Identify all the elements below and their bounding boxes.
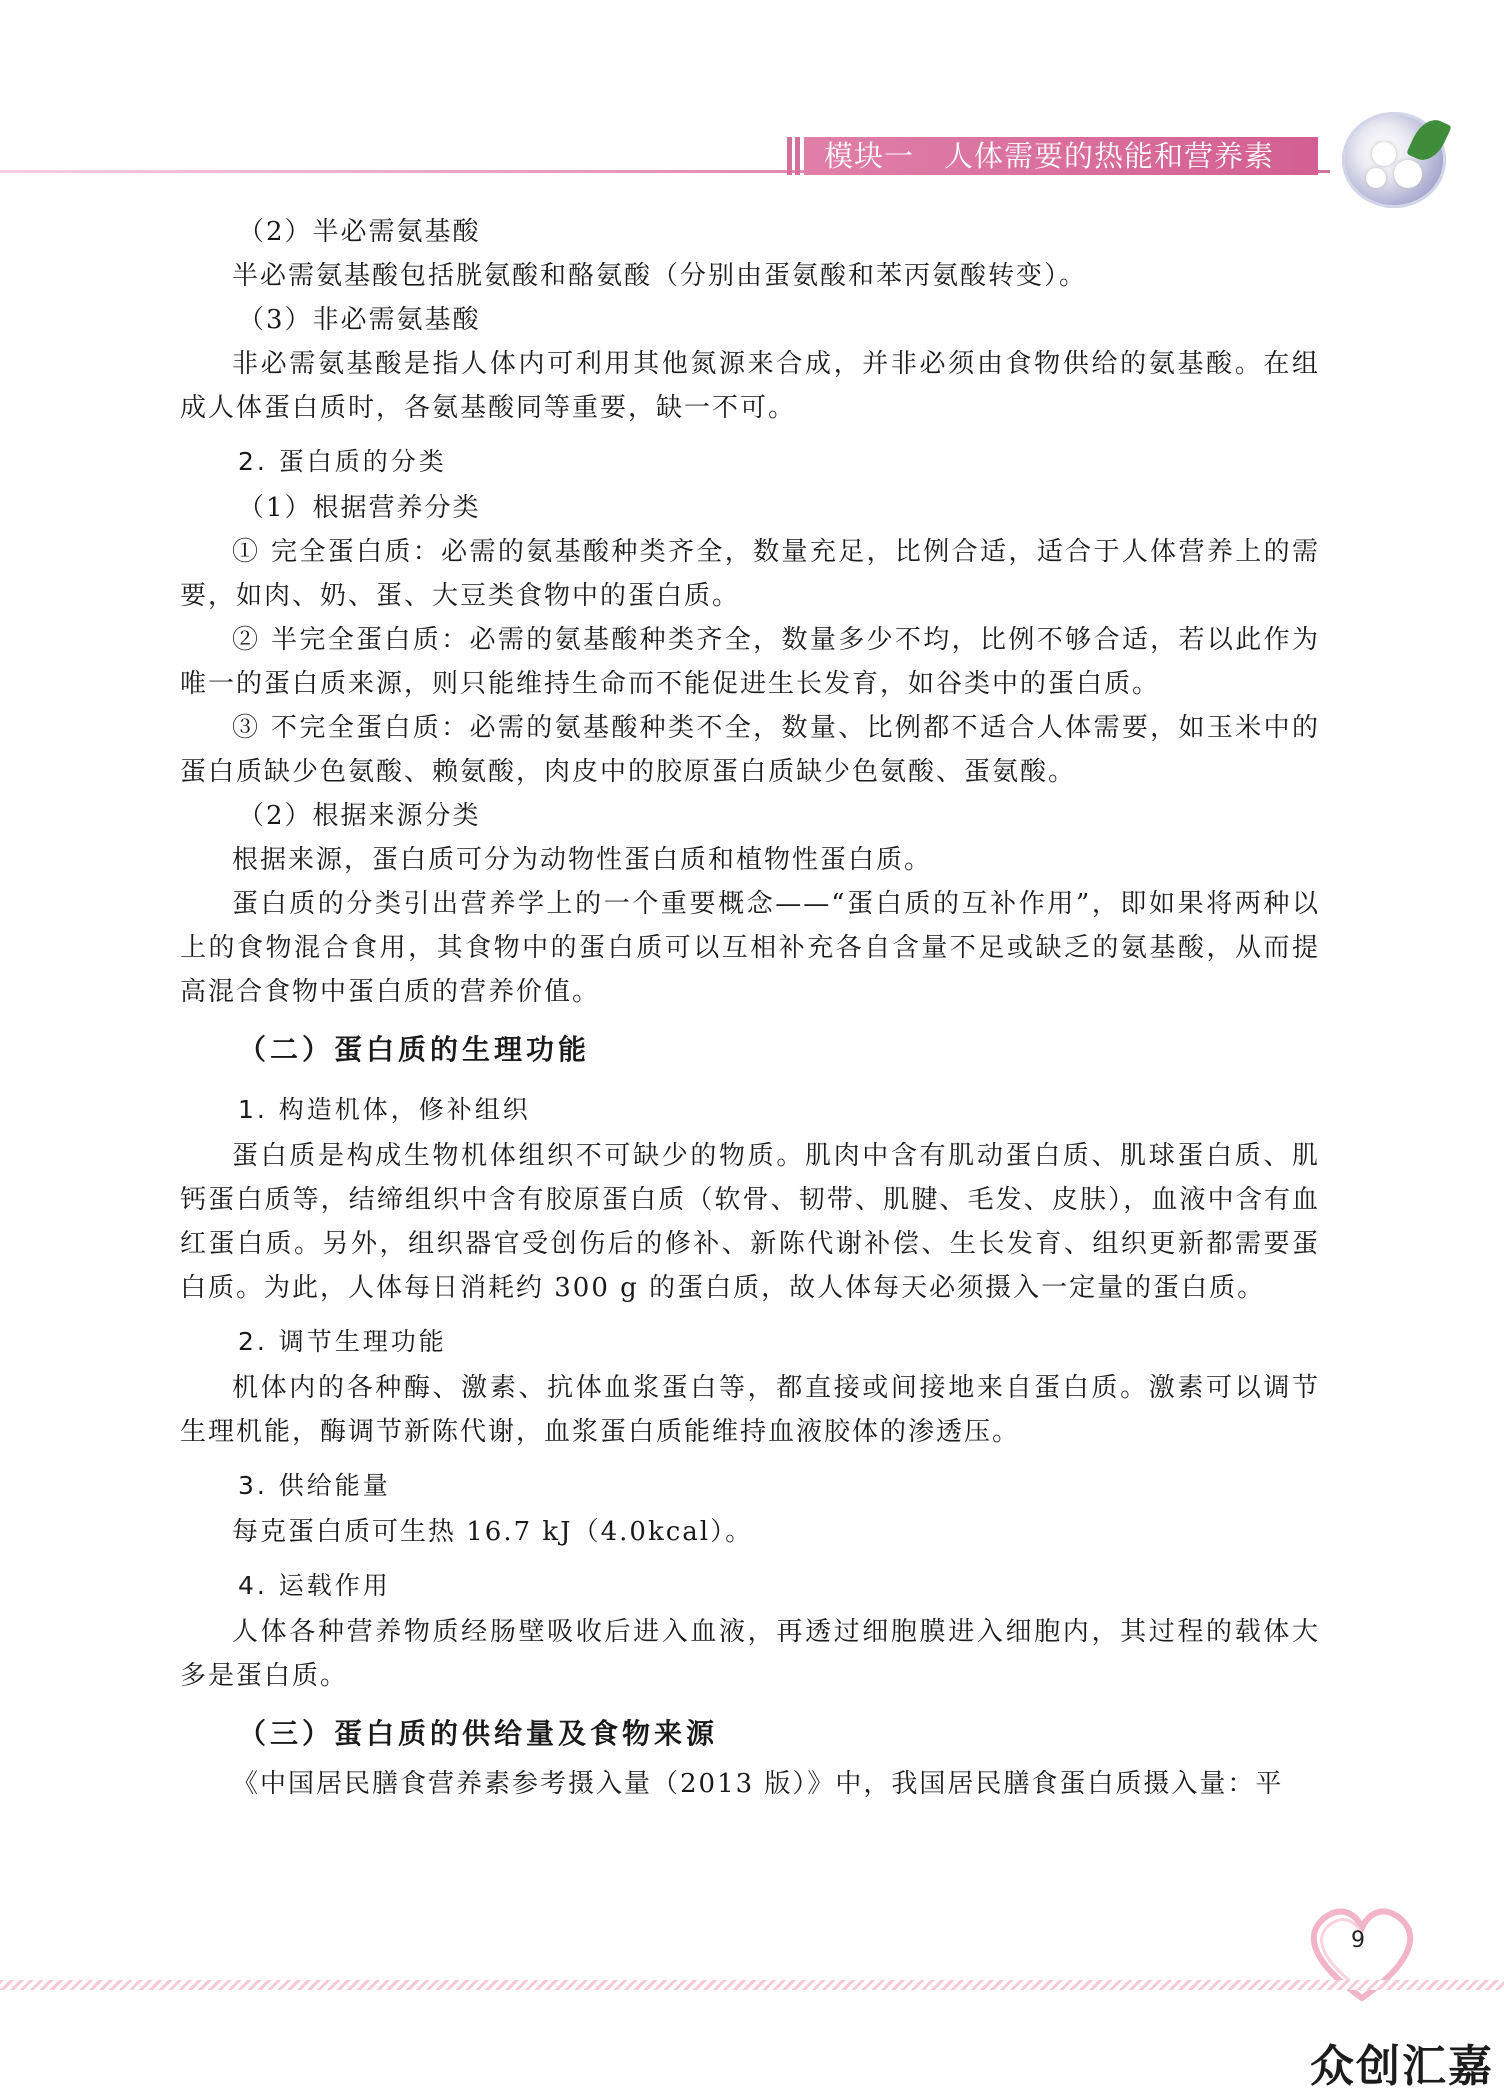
- section-heading: 1. 构造机体，修补组织: [238, 1095, 531, 1124]
- section-heading: 4. 运载作用: [238, 1571, 391, 1600]
- paragraph: 《中国居民膳食营养素参考摄入量（2013 版）》中，我国居民膳食蛋白质摄入量：平: [232, 1769, 1284, 1799]
- heart-icon: [1302, 1898, 1422, 2008]
- paragraph: 非必需氨基酸是指人体内可利用其他氮源来合成，并非必须由食物供给的氨基酸。在组成人体蛋白质时，各氨基酸同等重要，缺一不可。: [180, 349, 1320, 423]
- paragraph: 蛋白质的分类引出营养学上的一个重要概念——“蛋白质的互补作用”，即如果将两种以上的食物混合食用，其食物中的蛋白质可以互相补充各自含量不足或缺乏的氨基酸，从而提高混合食物中蛋白质的营养价值。: [180, 889, 1320, 1007]
- chapter-section-title: （三）蛋白质的供给量及食物来源: [238, 1717, 719, 1750]
- watermark-logo: 众创汇嘉: [1310, 2041, 1494, 2092]
- subheading: （2）半必需氨基酸: [238, 217, 481, 247]
- paragraph: ② 半完全蛋白质：必需的氨基酸种类齐全，数量多少不均，比例不够合适，若以此作为唯一的蛋白质来源，则只能维持生命而不能促进生长发育，如谷类中的蛋白质。: [180, 625, 1320, 699]
- page-body: [180, 210, 1320, 1806]
- food-plate-icon: [1342, 112, 1446, 208]
- chapter-section-title: （二）蛋白质的生理功能: [238, 1033, 591, 1066]
- paragraph: 蛋白质是构成生物机体组织不可缺少的物质。肌肉中含有肌动蛋白质、肌球蛋白质、肌钙蛋白质等，结缔组织中含有胶原蛋白质（软骨、韧带、肌腱、毛发、皮肤），血液中含有血红蛋白质。另外，组织器官受创伤后的修补、新陈代谢补偿、生长发育、组织更新都需要蛋白质。为此，人体每日消耗约 300 g 的蛋白质，故人体每天必须摄入一定量的蛋白质。: [180, 1141, 1320, 1303]
- footer-decoration: [0, 1980, 1504, 1990]
- paragraph: ① 完全蛋白质：必需的氨基酸种类齐全，数量充足，比例合适，适合于人体营养上的需要，如肉、奶、蛋、大豆类食物中的蛋白质。: [180, 537, 1320, 611]
- paragraph: 根据来源，蛋白质可分为动物性蛋白质和植物性蛋白质。: [232, 845, 933, 875]
- subheading: （3）非必需氨基酸: [238, 305, 481, 335]
- paragraph: 半必需氨基酸包括胱氨酸和酪氨酸（分别由蛋氨酸和苯丙氨酸转变）。: [232, 261, 1088, 291]
- page-number: 9: [1351, 1928, 1365, 1953]
- paragraph: 每克蛋白质可生热 16.7 kJ（4.0kcal）。: [232, 1517, 754, 1547]
- section-heading: 3. 供给能量: [238, 1471, 391, 1500]
- subheading: （1）根据营养分类: [238, 493, 481, 523]
- section-heading: 2. 蛋白质的分类: [238, 447, 447, 476]
- subheading: （2）根据来源分类: [238, 801, 481, 831]
- paragraph: 机体内的各种酶、激素、抗体血浆蛋白等，都直接或间接地来自蛋白质。激素可以调节生理机能，酶调节新陈代谢，血浆蛋白质能维持血液胶体的渗透压。: [180, 1373, 1320, 1447]
- paragraph: 人体各种营养物质经肠壁吸收后进入血液，再透过细胞膜进入细胞内，其过程的载体大多是蛋白质。: [180, 1617, 1320, 1691]
- chapter-header: 模块一 人体需要的热能和营养素: [804, 137, 1318, 175]
- paragraph: ③ 不完全蛋白质：必需的氨基酸种类不全，数量、比例都不适合人体需要，如玉米中的蛋白质缺少色氨酸、赖氨酸，肉皮中的胶原蛋白质缺少色氨酸、蛋氨酸。: [180, 713, 1320, 787]
- section-heading: 2. 调节生理功能: [238, 1327, 447, 1356]
